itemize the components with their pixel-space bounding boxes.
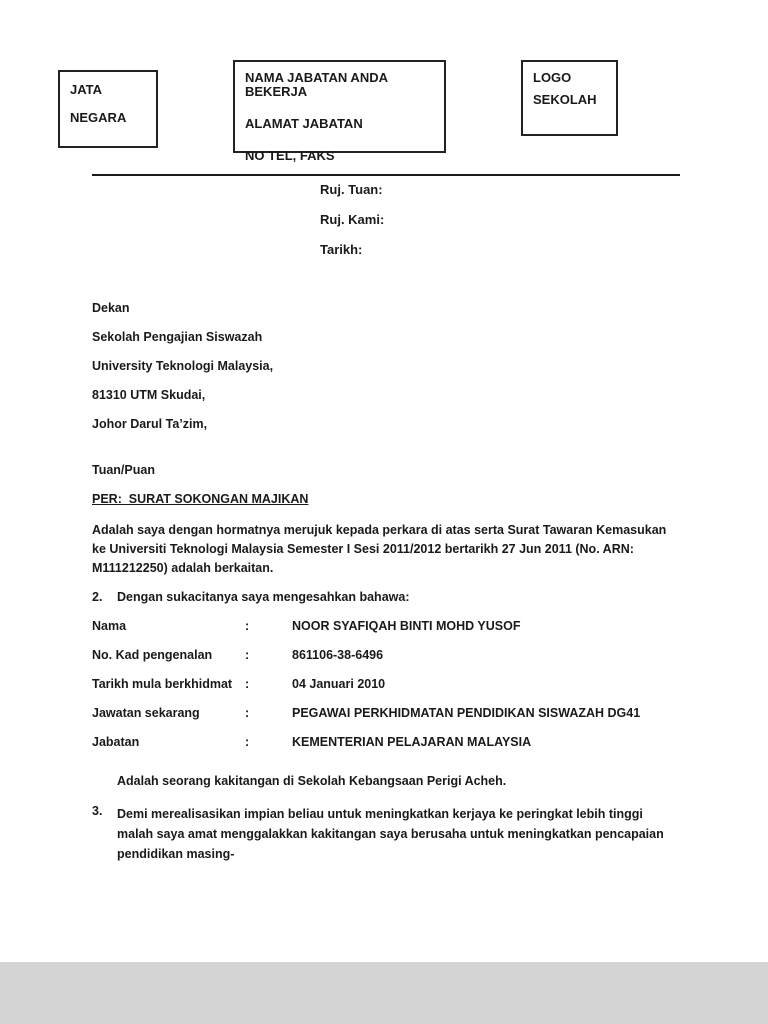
detail-label: Tarikh mula berkhidmat: [92, 677, 233, 691]
ref-ruj-kami: Ruj. Kami:: [320, 212, 385, 227]
item-2: [92, 590, 681, 604]
subject-line: PER: SURAT SOKONGAN MAJIKAN: [92, 492, 309, 506]
recipient-line: Dekan: [92, 301, 130, 315]
detail-label: No. Kad pengenalan: [92, 648, 213, 662]
table-row: [92, 677, 681, 691]
logo-line2: SEKOLAH: [533, 92, 597, 107]
table-row: [92, 619, 681, 633]
detail-colon: :: [245, 735, 250, 749]
jabatan-name-line: NAMA JABATAN ANDA BEKERJA: [245, 70, 388, 99]
jata-line2: NEGARA: [70, 110, 127, 125]
detail-colon: :: [245, 677, 250, 691]
jabatan-box: [233, 60, 446, 163]
item-3-text: Demi merealisasikan impian beliau untuk meningkatkan kerjaya ke peringkat lebih tinggi malah saya amat menggalakkan kakitangan saya berusaha untuk meningkatkan pencapaian pendidikan masing-: [117, 807, 664, 861]
details-table: [92, 619, 681, 749]
detail-label: Jabatan: [92, 735, 140, 749]
item-3-number: 3.: [92, 804, 103, 818]
recipient-line: 81310 UTM Skudai,: [92, 388, 206, 402]
detail-value: NOOR SYAFIQAH BINTI MOHD YUSOF: [292, 619, 521, 633]
recipient-address: [92, 301, 681, 431]
detail-value: 861106-38-6496: [292, 648, 384, 662]
item-2-number: 2.: [92, 590, 103, 604]
paragraph-2-school-name: Sekolah Kebangsaan Perigi Acheh.: [297, 774, 507, 788]
ref-ruj-tuan: Ruj. Tuan:: [320, 182, 383, 197]
detail-value: 04 Januari 2010: [292, 677, 386, 691]
jata-line1: JATA: [70, 82, 103, 97]
detail-colon: :: [245, 648, 250, 662]
detail-label: Nama: [92, 619, 127, 633]
header-divider: [92, 174, 680, 176]
item-2-text: Dengan sukacitanya saya mengesahkan bahawa:: [117, 590, 410, 604]
detail-label: Jawatan sekarang: [92, 706, 200, 720]
paragraph-2-prefix: Adalah seorang kakitangan di: [117, 774, 298, 788]
detail-colon: :: [245, 706, 250, 720]
detail-value: KEMENTERIAN PELAJARAN MALAYSIA: [292, 735, 532, 749]
item-3: [92, 804, 681, 864]
recipient-line: Sekolah Pengajian Siswazah: [92, 330, 263, 344]
reference-block: [320, 183, 384, 273]
detail-colon: :: [245, 619, 250, 633]
salutation: Tuan/Puan: [92, 463, 155, 477]
logo-sekolah-box: [521, 60, 618, 136]
paragraph-1: Adalah saya dengan hormatnya merujuk kepada perkara di atas serta Surat Tawaran Kemasukan ke Universiti Teknologi Malaysia Semester I Sesi 2011/2012 bertarikh 27 Jun 2011 (No. ARN: M111212250) adalah berkaitan.: [92, 523, 667, 575]
table-row: [92, 648, 681, 662]
recipient-line: Johor Darul Ta’zim,: [92, 417, 208, 431]
page-bottom-gray-strip: [0, 962, 768, 1024]
jabatan-tel-line: NO TEL, FAKS: [245, 148, 335, 163]
table-row: [92, 735, 681, 749]
table-row: [92, 706, 681, 720]
ref-tarikh: Tarikh:: [320, 242, 363, 257]
logo-line1: LOGO: [533, 70, 572, 85]
recipient-line: University Teknologi Malaysia,: [92, 359, 274, 373]
jata-negara-box: [58, 70, 158, 148]
jabatan-address-line: ALAMAT JABATAN: [245, 116, 363, 131]
letter-body: [92, 301, 681, 864]
paragraph-2: [117, 774, 681, 788]
detail-value: PEGAWAI PERKHIDMATAN PENDIDIKAN SISWAZAH DG41: [292, 706, 641, 720]
